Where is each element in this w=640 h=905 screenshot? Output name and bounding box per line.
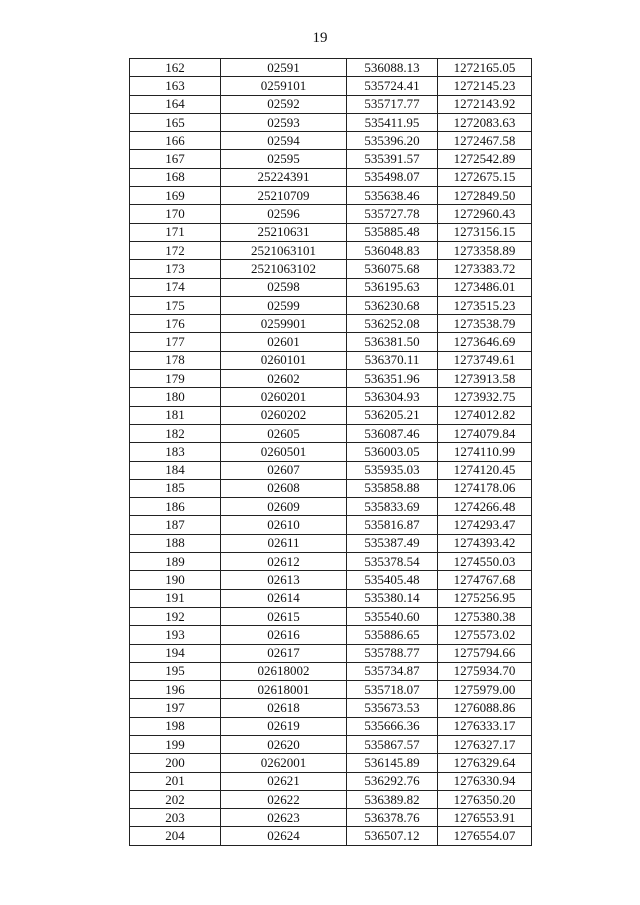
- point-code-cell: 25210631: [221, 223, 347, 241]
- point-number-cell: 170: [130, 205, 221, 223]
- point-code-cell: 02609: [221, 498, 347, 516]
- y-coordinate-cell: 1274110.99: [438, 443, 532, 461]
- point-code-cell: 02596: [221, 205, 347, 223]
- table-row: [130, 498, 532, 516]
- x-coordinate-cell: 535673.53: [347, 699, 438, 717]
- x-coordinate-cell: 535833.69: [347, 498, 438, 516]
- table-row: [130, 516, 532, 534]
- point-number-cell: 198: [130, 717, 221, 735]
- x-coordinate-cell: 536195.63: [347, 278, 438, 296]
- point-number-cell: 204: [130, 827, 221, 845]
- point-code-cell: 02624: [221, 827, 347, 845]
- table-row: [130, 113, 532, 131]
- table-row: [130, 205, 532, 223]
- point-number-cell: 179: [130, 370, 221, 388]
- point-code-cell: 02623: [221, 809, 347, 827]
- x-coordinate-cell: 535387.49: [347, 534, 438, 552]
- y-coordinate-cell: 1276329.64: [438, 754, 532, 772]
- table-row: [130, 809, 532, 827]
- y-coordinate-cell: 1273913.58: [438, 370, 532, 388]
- point-number-cell: 193: [130, 626, 221, 644]
- x-coordinate-cell: 536048.83: [347, 241, 438, 259]
- point-number-cell: 165: [130, 113, 221, 131]
- table-row: [130, 223, 532, 241]
- point-number-cell: 188: [130, 534, 221, 552]
- table-row: [130, 553, 532, 571]
- point-number-cell: 192: [130, 607, 221, 625]
- x-coordinate-cell: 536381.50: [347, 333, 438, 351]
- point-number-cell: 162: [130, 59, 221, 77]
- table-row: [130, 626, 532, 644]
- x-coordinate-cell: 536252.08: [347, 315, 438, 333]
- table-row: [130, 168, 532, 186]
- point-code-cell: 25210709: [221, 187, 347, 205]
- table-row: [130, 607, 532, 625]
- point-number-cell: 168: [130, 168, 221, 186]
- y-coordinate-cell: 1272145.23: [438, 77, 532, 95]
- table-row: [130, 278, 532, 296]
- table-row: [130, 644, 532, 662]
- point-code-cell: 02619: [221, 717, 347, 735]
- x-coordinate-cell: 536292.76: [347, 772, 438, 790]
- x-coordinate-cell: 536378.76: [347, 809, 438, 827]
- point-code-cell: 02620: [221, 735, 347, 753]
- point-code-cell: 02617: [221, 644, 347, 662]
- y-coordinate-cell: 1273156.15: [438, 223, 532, 241]
- y-coordinate-cell: 1272143.92: [438, 95, 532, 113]
- page-number: 19: [312, 30, 328, 46]
- x-coordinate-cell: 535734.87: [347, 662, 438, 680]
- point-code-cell: 02618: [221, 699, 347, 717]
- table-row: [130, 589, 532, 607]
- table-row: [130, 534, 532, 552]
- y-coordinate-cell: 1275934.70: [438, 662, 532, 680]
- table-row: [130, 315, 532, 333]
- table-row: [130, 479, 532, 497]
- y-coordinate-cell: 1276553.91: [438, 809, 532, 827]
- y-coordinate-cell: 1273358.89: [438, 241, 532, 259]
- y-coordinate-cell: 1274178.06: [438, 479, 532, 497]
- y-coordinate-cell: 1275380.38: [438, 607, 532, 625]
- table-row: [130, 406, 532, 424]
- point-code-cell: 02591: [221, 59, 347, 77]
- y-coordinate-cell: 1272542.89: [438, 150, 532, 168]
- point-code-cell: 02602: [221, 370, 347, 388]
- x-coordinate-cell: 536304.93: [347, 388, 438, 406]
- point-number-cell: 184: [130, 461, 221, 479]
- x-coordinate-cell: 535858.88: [347, 479, 438, 497]
- point-number-cell: 180: [130, 388, 221, 406]
- point-number-cell: 174: [130, 278, 221, 296]
- point-code-cell: 0260202: [221, 406, 347, 424]
- point-code-cell: 02613: [221, 571, 347, 589]
- table-row: [130, 735, 532, 753]
- point-number-cell: 194: [130, 644, 221, 662]
- x-coordinate-cell: 535717.77: [347, 95, 438, 113]
- point-number-cell: 181: [130, 406, 221, 424]
- point-number-cell: 166: [130, 132, 221, 150]
- table-row: [130, 260, 532, 278]
- y-coordinate-cell: 1274767.68: [438, 571, 532, 589]
- point-code-cell: 02618001: [221, 681, 347, 699]
- point-code-cell: 0260501: [221, 443, 347, 461]
- x-coordinate-cell: 536230.68: [347, 296, 438, 314]
- table-row: [130, 662, 532, 680]
- point-number-cell: 199: [130, 735, 221, 753]
- point-code-cell: 0260101: [221, 351, 347, 369]
- x-coordinate-cell: 535886.65: [347, 626, 438, 644]
- x-coordinate-cell: 535724.41: [347, 77, 438, 95]
- table-row: [130, 296, 532, 314]
- table-row: [130, 461, 532, 479]
- x-coordinate-cell: 536003.05: [347, 443, 438, 461]
- x-coordinate-cell: 536507.12: [347, 827, 438, 845]
- x-coordinate-cell: 535885.48: [347, 223, 438, 241]
- y-coordinate-cell: 1276333.17: [438, 717, 532, 735]
- y-coordinate-cell: 1273932.75: [438, 388, 532, 406]
- x-coordinate-cell: 535666.36: [347, 717, 438, 735]
- table-row: [130, 132, 532, 150]
- point-number-cell: 163: [130, 77, 221, 95]
- point-number-cell: 171: [130, 223, 221, 241]
- x-coordinate-cell: 536088.13: [347, 59, 438, 77]
- point-number-cell: 178: [130, 351, 221, 369]
- table-row: [130, 754, 532, 772]
- table-row: [130, 351, 532, 369]
- point-number-cell: 187: [130, 516, 221, 534]
- x-coordinate-cell: 535935.03: [347, 461, 438, 479]
- y-coordinate-cell: 1274293.47: [438, 516, 532, 534]
- table-row: [130, 370, 532, 388]
- x-coordinate-cell: 535718.07: [347, 681, 438, 699]
- point-code-cell: 02608: [221, 479, 347, 497]
- point-number-cell: 183: [130, 443, 221, 461]
- x-coordinate-cell: 535638.46: [347, 187, 438, 205]
- x-coordinate-cell: 536351.96: [347, 370, 438, 388]
- point-code-cell: 02601: [221, 333, 347, 351]
- point-code-cell: 02621: [221, 772, 347, 790]
- table-body: [130, 59, 532, 846]
- point-code-cell: 25224391: [221, 168, 347, 186]
- point-number-cell: 185: [130, 479, 221, 497]
- point-number-cell: 169: [130, 187, 221, 205]
- point-number-cell: 189: [130, 553, 221, 571]
- y-coordinate-cell: 1273646.69: [438, 333, 532, 351]
- y-coordinate-cell: 1272849.50: [438, 187, 532, 205]
- point-number-cell: 191: [130, 589, 221, 607]
- point-code-cell: 02595: [221, 150, 347, 168]
- point-code-cell: 0260201: [221, 388, 347, 406]
- y-coordinate-cell: 1276330.94: [438, 772, 532, 790]
- point-number-cell: 164: [130, 95, 221, 113]
- y-coordinate-cell: 1275256.95: [438, 589, 532, 607]
- point-number-cell: 203: [130, 809, 221, 827]
- point-code-cell: 02605: [221, 424, 347, 442]
- point-code-cell: 2521063102: [221, 260, 347, 278]
- x-coordinate-cell: 535411.95: [347, 113, 438, 131]
- point-code-cell: 02614: [221, 589, 347, 607]
- y-coordinate-cell: 1274079.84: [438, 424, 532, 442]
- point-number-cell: 202: [130, 790, 221, 808]
- point-number-cell: 200: [130, 754, 221, 772]
- point-number-cell: 175: [130, 296, 221, 314]
- point-code-cell: 0262001: [221, 754, 347, 772]
- x-coordinate-cell: 536075.68: [347, 260, 438, 278]
- y-coordinate-cell: 1274393.42: [438, 534, 532, 552]
- table-row: [130, 59, 532, 77]
- y-coordinate-cell: 1273538.79: [438, 315, 532, 333]
- point-number-cell: 195: [130, 662, 221, 680]
- coordinates-table: [129, 58, 532, 846]
- x-coordinate-cell: 536370.11: [347, 351, 438, 369]
- table-row: [130, 571, 532, 589]
- table-row: [130, 790, 532, 808]
- y-coordinate-cell: 1272675.15: [438, 168, 532, 186]
- table-row: [130, 187, 532, 205]
- y-coordinate-cell: 1276350.20: [438, 790, 532, 808]
- table-row: [130, 772, 532, 790]
- y-coordinate-cell: 1276327.17: [438, 735, 532, 753]
- y-coordinate-cell: 1272960.43: [438, 205, 532, 223]
- y-coordinate-cell: 1275794.66: [438, 644, 532, 662]
- x-coordinate-cell: 535540.60: [347, 607, 438, 625]
- point-number-cell: 201: [130, 772, 221, 790]
- table-row: [130, 333, 532, 351]
- point-code-cell: 02618002: [221, 662, 347, 680]
- y-coordinate-cell: 1276088.86: [438, 699, 532, 717]
- point-number-cell: 177: [130, 333, 221, 351]
- y-coordinate-cell: 1276554.07: [438, 827, 532, 845]
- y-coordinate-cell: 1273515.23: [438, 296, 532, 314]
- x-coordinate-cell: 535727.78: [347, 205, 438, 223]
- table-row: [130, 717, 532, 735]
- y-coordinate-cell: 1274266.48: [438, 498, 532, 516]
- x-coordinate-cell: 535380.14: [347, 589, 438, 607]
- point-code-cell: 02610: [221, 516, 347, 534]
- x-coordinate-cell: 535867.57: [347, 735, 438, 753]
- point-number-cell: 197: [130, 699, 221, 717]
- point-number-cell: 196: [130, 681, 221, 699]
- table-row: [130, 77, 532, 95]
- point-code-cell: 02594: [221, 132, 347, 150]
- y-coordinate-cell: 1273383.72: [438, 260, 532, 278]
- table-row: [130, 443, 532, 461]
- x-coordinate-cell: 536205.21: [347, 406, 438, 424]
- point-code-cell: 02615: [221, 607, 347, 625]
- table-row: [130, 681, 532, 699]
- point-number-cell: 190: [130, 571, 221, 589]
- y-coordinate-cell: 1273749.61: [438, 351, 532, 369]
- point-number-cell: 173: [130, 260, 221, 278]
- y-coordinate-cell: 1272083.63: [438, 113, 532, 131]
- table-row: [130, 424, 532, 442]
- point-code-cell: 02593: [221, 113, 347, 131]
- point-number-cell: 186: [130, 498, 221, 516]
- y-coordinate-cell: 1272467.58: [438, 132, 532, 150]
- table-row: [130, 388, 532, 406]
- table-row: [130, 827, 532, 845]
- point-code-cell: 0259901: [221, 315, 347, 333]
- point-code-cell: 02616: [221, 626, 347, 644]
- x-coordinate-cell: 535396.20: [347, 132, 438, 150]
- point-code-cell: 02611: [221, 534, 347, 552]
- x-coordinate-cell: 535788.77: [347, 644, 438, 662]
- y-coordinate-cell: 1274012.82: [438, 406, 532, 424]
- table-row: [130, 699, 532, 717]
- point-number-cell: 167: [130, 150, 221, 168]
- x-coordinate-cell: 535498.07: [347, 168, 438, 186]
- point-code-cell: 02592: [221, 95, 347, 113]
- table-row: [130, 95, 532, 113]
- x-coordinate-cell: 536145.89: [347, 754, 438, 772]
- y-coordinate-cell: 1274120.45: [438, 461, 532, 479]
- y-coordinate-cell: 1272165.05: [438, 59, 532, 77]
- x-coordinate-cell: 536087.46: [347, 424, 438, 442]
- point-code-cell: 2521063101: [221, 241, 347, 259]
- point-code-cell: 02598: [221, 278, 347, 296]
- x-coordinate-cell: 535391.57: [347, 150, 438, 168]
- point-number-cell: 176: [130, 315, 221, 333]
- point-code-cell: 02612: [221, 553, 347, 571]
- x-coordinate-cell: 535405.48: [347, 571, 438, 589]
- y-coordinate-cell: 1275573.02: [438, 626, 532, 644]
- point-code-cell: 02607: [221, 461, 347, 479]
- y-coordinate-cell: 1274550.03: [438, 553, 532, 571]
- table-row: [130, 241, 532, 259]
- x-coordinate-cell: 536389.82: [347, 790, 438, 808]
- y-coordinate-cell: 1273486.01: [438, 278, 532, 296]
- point-number-cell: 172: [130, 241, 221, 259]
- point-code-cell: 0259101: [221, 77, 347, 95]
- y-coordinate-cell: 1275979.00: [438, 681, 532, 699]
- point-number-cell: 182: [130, 424, 221, 442]
- table-row: [130, 150, 532, 168]
- x-coordinate-cell: 535378.54: [347, 553, 438, 571]
- x-coordinate-cell: 535816.87: [347, 516, 438, 534]
- point-code-cell: 02622: [221, 790, 347, 808]
- point-code-cell: 02599: [221, 296, 347, 314]
